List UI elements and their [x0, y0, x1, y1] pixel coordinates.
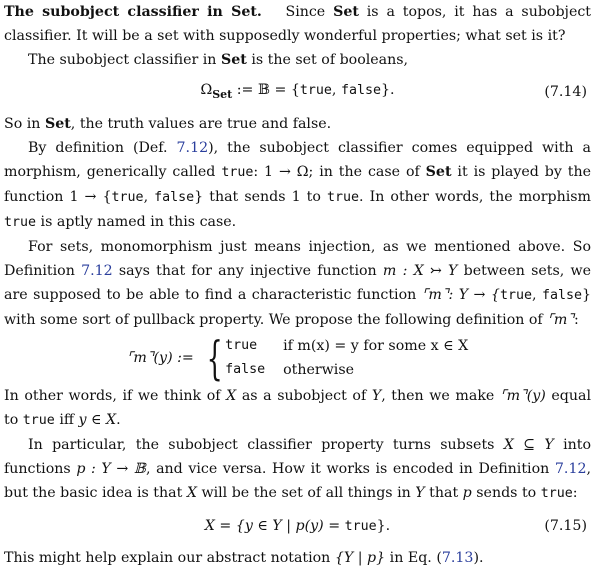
text: in Eq. (: [389, 550, 442, 566]
text: Since: [285, 4, 326, 20]
equation-body: [205, 514, 390, 539]
text: In particular, the subobject classifier property turns subsets: [28, 437, 495, 453]
math-inline: X: [186, 485, 197, 501]
section-title: The subobject classifier in Set.: [4, 4, 262, 20]
math-inline: X ⊆ Y: [503, 437, 554, 453]
true-literal: true: [499, 288, 532, 303]
math-inline: ⌜m⌝: Y → {: [421, 287, 500, 303]
text: , but the basic idea is that: [4, 461, 592, 501]
text: } that sends 1 to: [194, 189, 321, 205]
text: ).: [473, 550, 484, 566]
set-word: Set: [220, 52, 247, 68]
math-inline: {Y | p}: [334, 550, 386, 566]
math-inline: Y: [415, 485, 425, 501]
equation-body: [200, 78, 394, 107]
equation-number: (7.14): [544, 84, 587, 100]
cases: [225, 334, 468, 382]
true-literal: true: [4, 215, 37, 230]
set-word: Set: [425, 164, 452, 180]
text: is aptly named in this case.: [40, 214, 237, 230]
text: : 1 → Ω; in the case of: [253, 164, 420, 180]
text: into functions: [4, 437, 592, 477]
text: For sets, monomorphism just means injection, as we mentioned above. So Definition: [4, 239, 591, 279]
text: sends to: [476, 485, 537, 501]
section-paragraph: [4, 0, 591, 48]
case-value: true: [225, 338, 258, 353]
text: it is played by the function 1 → {: [4, 164, 592, 205]
true-literal: true: [344, 518, 377, 534]
definition-link[interactable]: 7.12: [81, 263, 113, 279]
text: ,: [143, 189, 155, 205]
text: is the set of booleans,: [251, 52, 409, 68]
case-value: false: [225, 362, 266, 377]
paragraph-5: [4, 384, 591, 433]
text: := 𝔹 = {: [232, 81, 300, 98]
equation-7-15: [4, 506, 591, 546]
text: :: [572, 485, 578, 501]
math-inline: m : X ↣ Y: [382, 263, 458, 279]
piecewise-lhs: ⌜m⌝(y) :=: [126, 350, 194, 366]
true-literal: true: [299, 82, 332, 98]
math-inline: y ∈ X: [78, 412, 117, 428]
text: between sets, we are supposed to be able to find a characteristic function: [4, 263, 592, 303]
text: says that for any injective function: [118, 263, 377, 279]
omega-symbol: Ω: [200, 81, 213, 98]
text: } with some sort of pullback property. We propose the following definition of: [4, 287, 592, 328]
text: ,: [331, 81, 341, 98]
set-word: Set: [44, 116, 71, 132]
equation-number: (7.15): [544, 518, 587, 534]
set-subscript: Set: [212, 87, 233, 101]
paragraph-4: [4, 235, 591, 332]
equation-link[interactable]: 7.13: [441, 550, 474, 566]
text: that: [429, 485, 459, 501]
definition-link[interactable]: 7.12: [554, 461, 587, 477]
left-brace-icon: {: [206, 331, 223, 385]
text: }.: [376, 517, 391, 534]
text: equal to: [4, 388, 592, 428]
text: The subobject classifier in: [28, 52, 217, 68]
definition-link[interactable]: 7.12: [176, 140, 209, 156]
true-literal: true: [22, 413, 55, 428]
math-inline: ⌜m⌝(y): [499, 388, 546, 404]
paragraph-2: [4, 112, 591, 136]
paragraph-3: [4, 136, 591, 235]
case-condition: if m(x) = y for some x ∈ X: [283, 338, 469, 354]
false-literal: false: [340, 82, 381, 98]
paragraph-6: [4, 433, 591, 506]
text: .: [116, 412, 121, 428]
equation-7-14: [4, 72, 591, 112]
paragraph-7: [4, 546, 591, 570]
text: . In other words, the morphism: [359, 189, 591, 205]
paragraph-1: [4, 48, 591, 72]
math-inline: p: [462, 485, 472, 501]
text: By definition (Def.: [28, 140, 168, 156]
text: This might help explain our abstract notation: [4, 550, 331, 566]
text: }.: [380, 81, 395, 98]
text: is a topos, it has a subobject classifier. It will be a set with supposedly wonderful properties; what set is it?: [4, 4, 591, 44]
text: iff: [59, 412, 74, 428]
text: ,: [531, 287, 542, 303]
case-condition: otherwise: [283, 362, 354, 378]
text: ), the subobject classifier comes equipped with a morphism, generically called: [4, 140, 591, 180]
true-literal: true: [540, 486, 573, 501]
math-display: X = {y ∈ Y | p(y) =: [204, 517, 345, 534]
true-literal: true: [326, 190, 360, 205]
text: So in: [4, 116, 41, 132]
math-inline: p : Y → 𝔹: [76, 461, 146, 477]
true-literal: true: [111, 190, 144, 205]
text: :: [573, 312, 579, 328]
math-inline: X: [226, 388, 237, 404]
math-inline: ⌜m⌝: [547, 312, 574, 328]
text: as a subobject of: [241, 388, 367, 404]
text: will be the set of all things in: [201, 485, 411, 501]
text: In other words, if we think of: [4, 388, 221, 404]
text: , then we make: [381, 388, 495, 404]
false-literal: false: [154, 190, 195, 205]
text: , and vice versa. How it works is encoded in Definition: [145, 461, 550, 477]
false-literal: false: [541, 288, 582, 303]
text: , the truth values are true and false.: [70, 116, 332, 132]
true-literal: true: [221, 165, 254, 180]
set-word: Set: [333, 4, 359, 20]
piecewise-definition: [4, 332, 591, 384]
math-inline: Y: [371, 388, 382, 404]
